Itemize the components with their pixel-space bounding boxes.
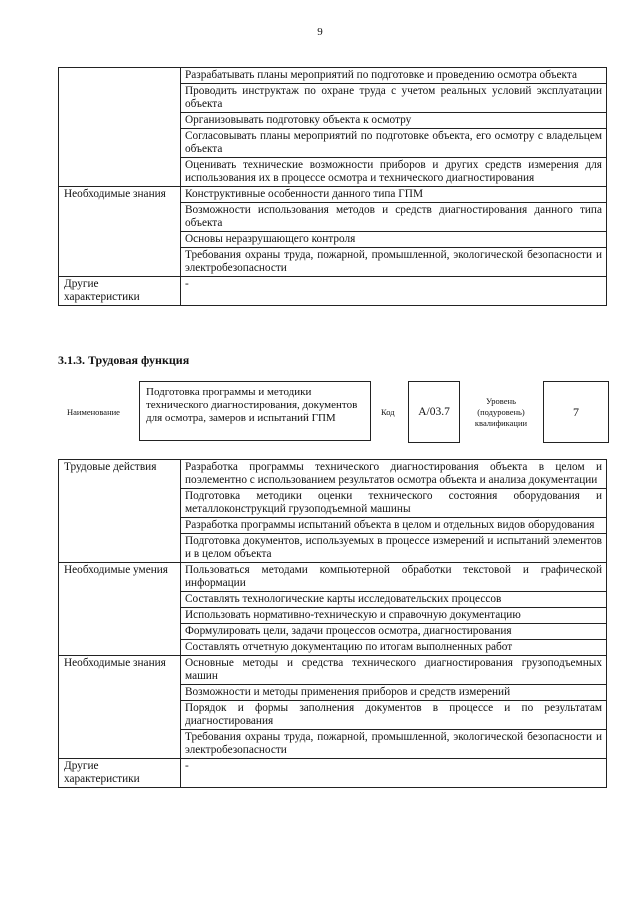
section-title: 3.1.3. Трудовая функция xyxy=(58,353,190,367)
row-item: Основы неразрушающего контроля xyxy=(181,232,607,248)
row-label: Необходимые умения xyxy=(59,563,181,656)
table-row xyxy=(59,277,607,306)
row-item: Порядок и формы заполнения документов в процессе и по результатам диагностирования xyxy=(181,701,607,730)
row-item: Составлять отчетную документацию по итогам выполненных работ xyxy=(181,640,607,656)
row-item: Составлять технологические карты исследовательских процессов xyxy=(181,592,607,608)
row-item: Требования охраны труда, пожарной, промышленной, экологической безопасности и электробезопасности xyxy=(181,248,607,277)
table-row xyxy=(59,460,607,489)
competency-table-1 xyxy=(58,67,607,306)
table-row xyxy=(59,656,607,685)
row-label: Необходимые знания xyxy=(59,656,181,759)
row-label: Другие характеристики xyxy=(59,277,181,306)
row-item: Требования охраны труда, пожарной, промышленной, экологической безопасности и электробезопасности xyxy=(181,730,607,759)
row-label xyxy=(59,68,181,187)
row-item: - xyxy=(181,277,607,306)
name-label: Наименование xyxy=(67,407,120,417)
qualification-level-box: 7 xyxy=(543,381,609,443)
row-item: Возможности и методы применения приборов и средств измерений xyxy=(181,685,607,701)
level-label: Уровень (подуровень) квалификации xyxy=(474,396,528,428)
row-item: Использовать нормативно-техническую и справочную документацию xyxy=(181,608,607,624)
row-item: Разрабатывать планы мероприятий по подготовке и проведению осмотра объекта xyxy=(181,68,607,84)
row-label: Необходимые знания xyxy=(59,187,181,277)
table-row xyxy=(59,563,607,592)
function-code-box: A/03.7 xyxy=(408,381,460,443)
competency-table-2 xyxy=(58,459,607,788)
row-item: Подготовка методики оценки технического состояния оборудования и металлоконструкций грузоподъемной машины xyxy=(181,489,607,518)
table-row xyxy=(59,187,607,203)
row-item: Пользоваться методами компьютерной обработки текстовой и графической информации xyxy=(181,563,607,592)
function-name-box: Подготовка программы и методики технического диагностирования, документов для осмотра, замеров и испытаний ГПМ xyxy=(139,381,371,441)
row-item: Проводить инструктаж по охране труда с учетом реальных условий эксплуатации объекта xyxy=(181,84,607,113)
row-item: Разработка программы технического диагностирования объекта в целом и поэлементно с использованием результатов осмотра объекта и анализа документации xyxy=(181,460,607,489)
table-row xyxy=(59,68,607,84)
row-item: Разработка программы испытаний объекта в целом и отдельных видов оборудования xyxy=(181,518,607,534)
row-item: - xyxy=(181,759,607,788)
row-item: Формулировать цели, задачи процессов осмотра, диагностирования xyxy=(181,624,607,640)
page-number: 9 xyxy=(317,26,323,38)
row-item: Согласовывать планы мероприятий по подготовке объекта, его осмотру с владельцем объекта xyxy=(181,129,607,158)
row-item: Конструктивные особенности данного типа ГПМ xyxy=(181,187,607,203)
row-item: Оценивать технические возможности приборов и других средств измерения для использования их в процессе осмотра и технического диагностирования xyxy=(181,158,607,187)
row-item: Основные методы и средства технического диагностирования грузоподъемных машин xyxy=(181,656,607,685)
row-item: Подготовка документов, используемых в процессе измерений и испытаний элементов и в целом объекта xyxy=(181,534,607,563)
row-label: Трудовые действия xyxy=(59,460,181,563)
row-item: Возможности использования методов и средств диагностирования данного типа объекта xyxy=(181,203,607,232)
code-label: Код xyxy=(381,407,395,417)
row-label: Другие характеристики xyxy=(59,759,181,788)
table-row xyxy=(59,759,607,788)
row-item: Организовывать подготовку объекта к осмотру xyxy=(181,113,607,129)
